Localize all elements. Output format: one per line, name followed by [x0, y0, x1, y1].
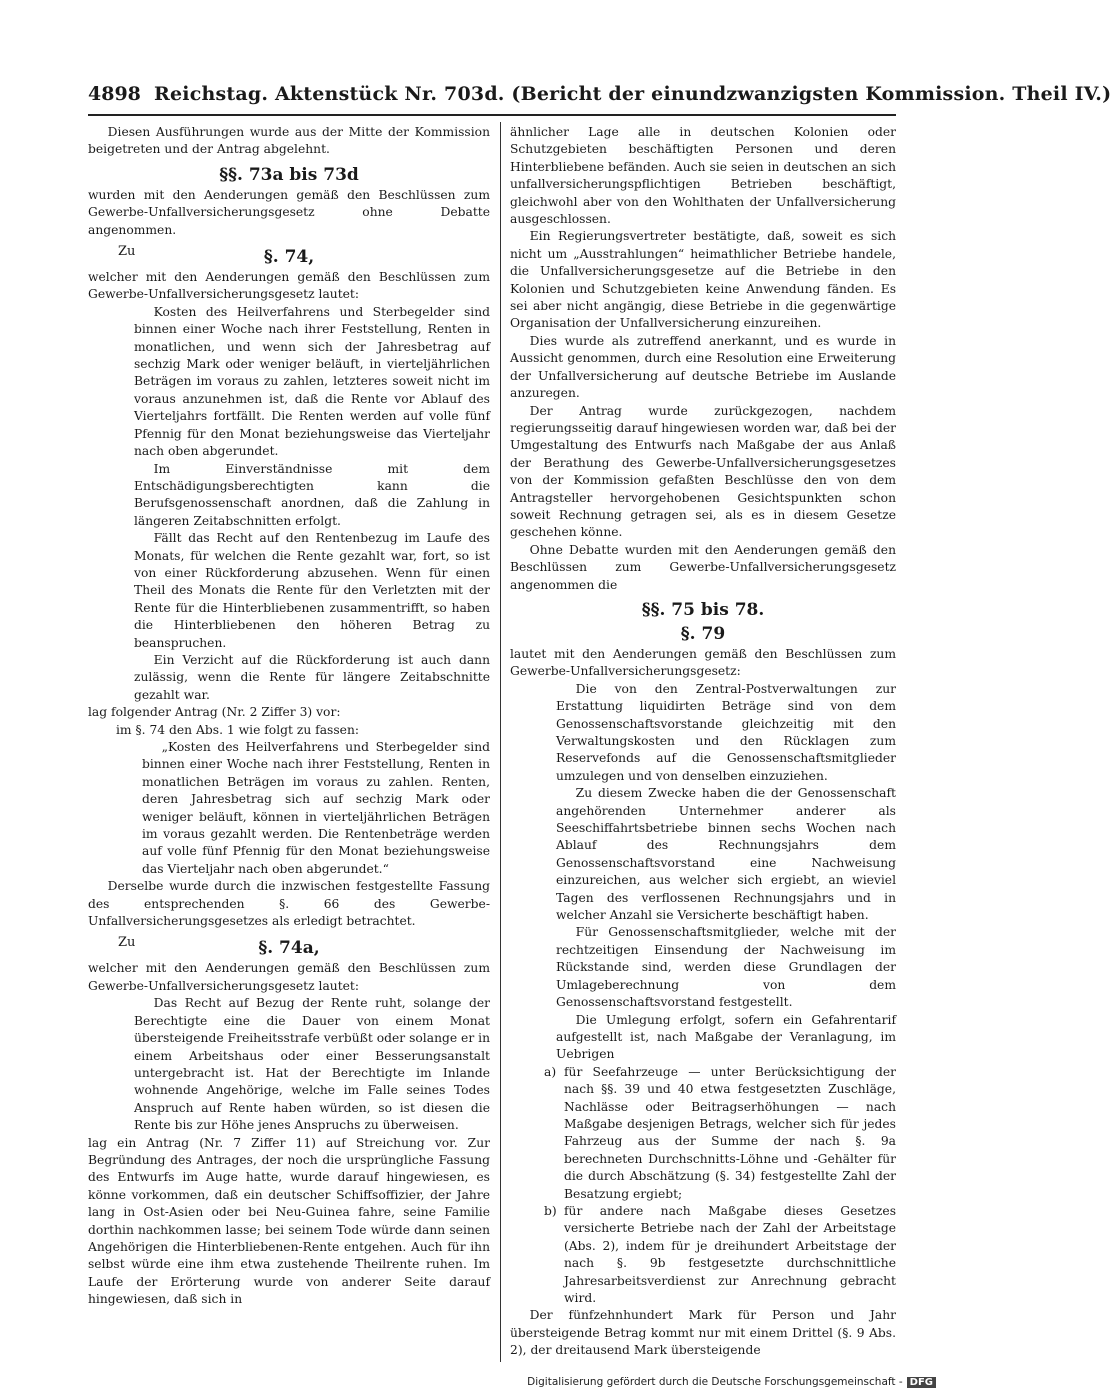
section-heading-74a: §. 74a, [258, 938, 320, 959]
digitization-footer [527, 1376, 936, 1388]
quoted-paragraph: „Kosten des Heilverfahrens und Sterbegelder sind binnen einer Woche nach ihrer Feststellung, Renten in monatlichen Beträgen im voraus zu zahlen. Renten, deren Jahresbetrag sich auf sechzig Mark oder weniger beläuft, können in vierteljährlichen Beträgen im voraus gezahlt werden. Die Rentenbeträge werden auf volle fünf Pfennig für den Monat beziehungsweise das Vierteljahr nach oben abgerundet.“ [142, 740, 490, 876]
quoted-paragraph: Kosten des Heilverfahrens und Sterbegelder sind binnen einer Woche nach ihrer Feststellung, Renten in monatlichen, und wenn sich der Jahresbetrag auf sechzig Mark oder weniger beläuft, in vierteljährlichen Beträgen im voraus zu zahlen, letzteres soweit nicht im voraus anzunehmen ist, daß die Rente vor Ablauf des Vierteljahrs fortfällt. Die Renten werden auf volle fünf Pfennig für den Monat beziehungsweise das Vierteljahr nach oben abgerundet. [134, 304, 490, 459]
list-label: a) [544, 1064, 557, 1079]
list-item-a [510, 1064, 896, 1203]
paragraph: lautet mit den Aenderungen gemäß den Beschlüssen zum Gewerbe-Unfallversicherungsgesetz: [510, 646, 896, 679]
list-item-b [510, 1203, 896, 1307]
paragraph: Ohne Debatte wurden mit den Aenderungen gemäß den Beschlüssen zum Gewerbe-Unfallversicherungsgesetz angenommen die [510, 542, 896, 592]
paragraph: Diesen Ausführungen wurde aus der Mitte der Kommission beigetreten und der Antrag abgelehnt. [88, 125, 490, 157]
quoted-paragraph: Für Genossenschaftsmitglieder, welche mit der rechtzeitigen Einsendung der Nachweisung im Rückstande sind, werden diese Grundlagen der Umlageberechnung von dem Genossenschaftsvorstand festgestellt. [556, 925, 896, 1010]
paragraph: Derselbe wurde durch die inzwischen festgestellte Fassung des entsprechenden §. 66 des Gewerbe-Unfallversicherungsgesetzes als erledigt betrachtet. [88, 879, 490, 929]
page-header [88, 82, 1111, 116]
page-number: 4898 [88, 83, 141, 105]
zu-label: Zu [118, 244, 136, 260]
right-column [510, 124, 896, 1360]
list-label: b) [544, 1203, 557, 1218]
section-heading-75: §§. 75 bis 78. [641, 599, 765, 620]
header-rule [88, 114, 896, 116]
quoted-paragraph: Im Einverständnisse mit dem Entschädigungsberechtigten kann die Berufsgenossenschaft anordnen, daß die Zahlung in längeren Zeitabschnitten erfolgt. [134, 461, 490, 528]
paragraph: welcher mit den Aenderungen gemäß den Beschlüssen zum Gewerbe-Unfallversicherungsgesetz lautet: [88, 961, 490, 993]
quoted-paragraph: Zu diesem Zwecke haben die der Genossenschaft angehörenden Unternehmer anderer als Seeschiffahrtsbetriebe binnen sechs Wochen nach Ablauf des Rechnungsjahrs dem Genossenschaftsvorstand eine Nachweisung einzureichen, aus welcher sich ergiebt, an wieviel Tagen des verflossenen Rechnungsjahrs und in welcher Anzahl sie Versicherte beschäftigt haben. [556, 786, 896, 923]
quoted-paragraph: Fällt das Recht auf den Rentenbezug im Laufe des Monats, für welchen die Rente gezahlt war, fort, so ist von einer Rückforderung abzusehen. Wenn für einen Theil des Monats die Rente für den Verletzten mit der Rente für die Hinterbliebenen zusammentrifft, so haben die Hinterbliebenen den höheren Betrag zu beanspruchen. [134, 531, 490, 650]
quoted-paragraph: Das Recht auf Bezug der Rente ruht, solange der Berechtigte eine die Dauer von einem Monat übersteigende Freiheitsstrafe verbüßt oder solange er in einem Arbeitshaus oder einer Besserungsanstalt untergebracht ist. Hat der Berechtigte im Inlande wohnende Angehörige, welche im Falle seines Todes Anspruch auf Rente haben würden, so ist diesen die Rente bis zur Höhe jenes Anspruchs zu überweisen. [134, 996, 490, 1133]
left-column [88, 124, 490, 1309]
quoted-paragraph: Die Umlegung erfolgt, sofern ein Gefahrentarif aufgestellt ist, nach Maßgabe der Veranlagung, im Uebrigen [556, 1012, 896, 1062]
footer-text: Digitalisierung gefördert durch die Deutsche Forschungsgemeinschaft - [527, 1376, 903, 1388]
dfg-logo: DFG [907, 1377, 936, 1388]
running-title: Reichstag. Aktenstück Nr. 703d. (Bericht der einundzwanzigsten Kommission. Theil IV.) [154, 83, 1111, 105]
paragraph: lag ein Antrag (Nr. 7 Ziffer 11) auf Streichung vor. Zur Begründung des Antrages, der noch die ursprüngliche Fassung des Entwurfs im Auge hatte, wurde darauf hingewiesen, es könne vorkommen, daß ein deutscher Schiffsoffizier, der Jahre lang in Ost-Asien oder bei Neu-Guinea fahre, seine Familie dorthin nachkommen lasse; bei seinem Tode würde dann seinen Angehörigen die Hinterbliebenen-Rente entgehen. Auch für ihn selbst würde eine ihm etwa zustehende Theilrente ruhen. Im Laufe der Erörterung wurde von anderer Seite darauf hingewiesen, daß sich in [88, 1135, 490, 1307]
paragraph: wurden mit den Aenderungen gemäß den Beschlüssen zum Gewerbe-Unfallversicherungsgesetz ohne Debatte angenommen. [88, 187, 490, 237]
paragraph: Der fünfzehnhundert Mark für Person und Jahr übersteigende Betrag kommt nur mit einem Drittel (§. 9 Abs. 2), der dreitausend Mark übersteigende [510, 1308, 896, 1358]
zu-label: Zu [118, 935, 136, 951]
list-text: für andere nach Maßgabe dieses Gesetzes versicherte Betriebe nach der Zahl der Arbeitstage (Abs. 2), indem für je dreihundert Arbeitstage der nach §. 9b festgesetzte durchschnittliche Jahresarbeitsverdienst zur Anrechnung gebracht wird. [564, 1203, 896, 1305]
quoted-paragraph: Ein Verzicht auf die Rückforderung ist auch dann zulässig, wenn die Rente für längere Zeitabschnitte gezahlt war. [134, 652, 490, 702]
section-heading-74: §. 74, [263, 247, 315, 268]
paragraph: Ein Regierungsvertreter bestätigte, daß, soweit es sich nicht um „Ausstrahlungen“ heimathlicher Betriebe handele, die Unfallversicherungsgesetze auf die Betriebe in den Kolonien und Schutzgebieten keine Anwendung fänden. Es sei aber nicht angängig, diese Betriebe in die gegenwärtige Organisation der Unfallversicherung einzureihen. [510, 229, 896, 331]
paragraph: lag folgender Antrag (Nr. 2 Ziffer 3) vor: [88, 705, 341, 720]
quoted-paragraph: Die von den Zentral-Postverwaltungen zur Erstattung liquidirten Beträge sind von dem Genossenschaftsvorstande gleichzeitig mit den Verwaltungskosten und den Rücklagen zum Reservefonds auf die Genossenschaftsmitglieder umzulegen und von denselben einzuziehen. [556, 681, 896, 783]
paragraph: im §. 74 den Abs. 1 wie folgt zu fassen: [116, 722, 360, 737]
column-divider [500, 122, 501, 1362]
paragraph: Dies wurde als zutreffend anerkannt, und es wurde in Aussicht genommen, durch eine Resolution eine Erweiterung der Unfallversicherung auf deutsche Betriebe im Auslande anzuregen. [510, 333, 896, 401]
paragraph: Der Antrag wurde zurückgezogen, nachdem regierungsseitig darauf hingewiesen worden war, daß bei der Umgestaltung des Entwurfs nach Maßgabe der aus Anlaß der Berathung des Gewerbe-Unfallversicherungsgesetzes von der Kommission gefaßten Beschlüsse den von dem Antragsteller hervorgehobenen Gesichtspunkten schon soweit Rechnung getragen sei, als es in diesem Gesetze geschehen könne. [510, 403, 896, 540]
section-heading-79: §. 79 [680, 623, 726, 644]
paragraph: ähnlicher Lage alle in deutschen Kolonien oder Schutzgebieten beschäftigten Personen und deren Hinterbliebene befänden. Auch sie seien in deutschen an sich unfallversicherungspflichtigen Betrieben beschäftigt, gleichwohl aber von den Wohlthaten der Unfallversicherung ausgeschlossen. [510, 125, 896, 227]
paragraph: welcher mit den Aenderungen gemäß den Beschlüssen zum Gewerbe-Unfallversicherungsgesetz lautet: [88, 270, 490, 302]
section-heading-73: §§. 73a bis 73d [219, 164, 359, 185]
list-text: für Seefahrzeuge — unter Berücksichtigung der nach §§. 39 und 40 etwa festgesetzten Zuschläge, Nachlässe oder Beitragserhöhungen — nach Maßgabe desjenigen Betrags, welcher sich für jedes Fahrzeug aus der Summe der nach §. 9a berechneten Durchschnitts-Löhne und -Gehälter für die durch Abschätzung (§. 34) festgestellte Zahl der Besatzung ergiebt; [564, 1064, 896, 1201]
